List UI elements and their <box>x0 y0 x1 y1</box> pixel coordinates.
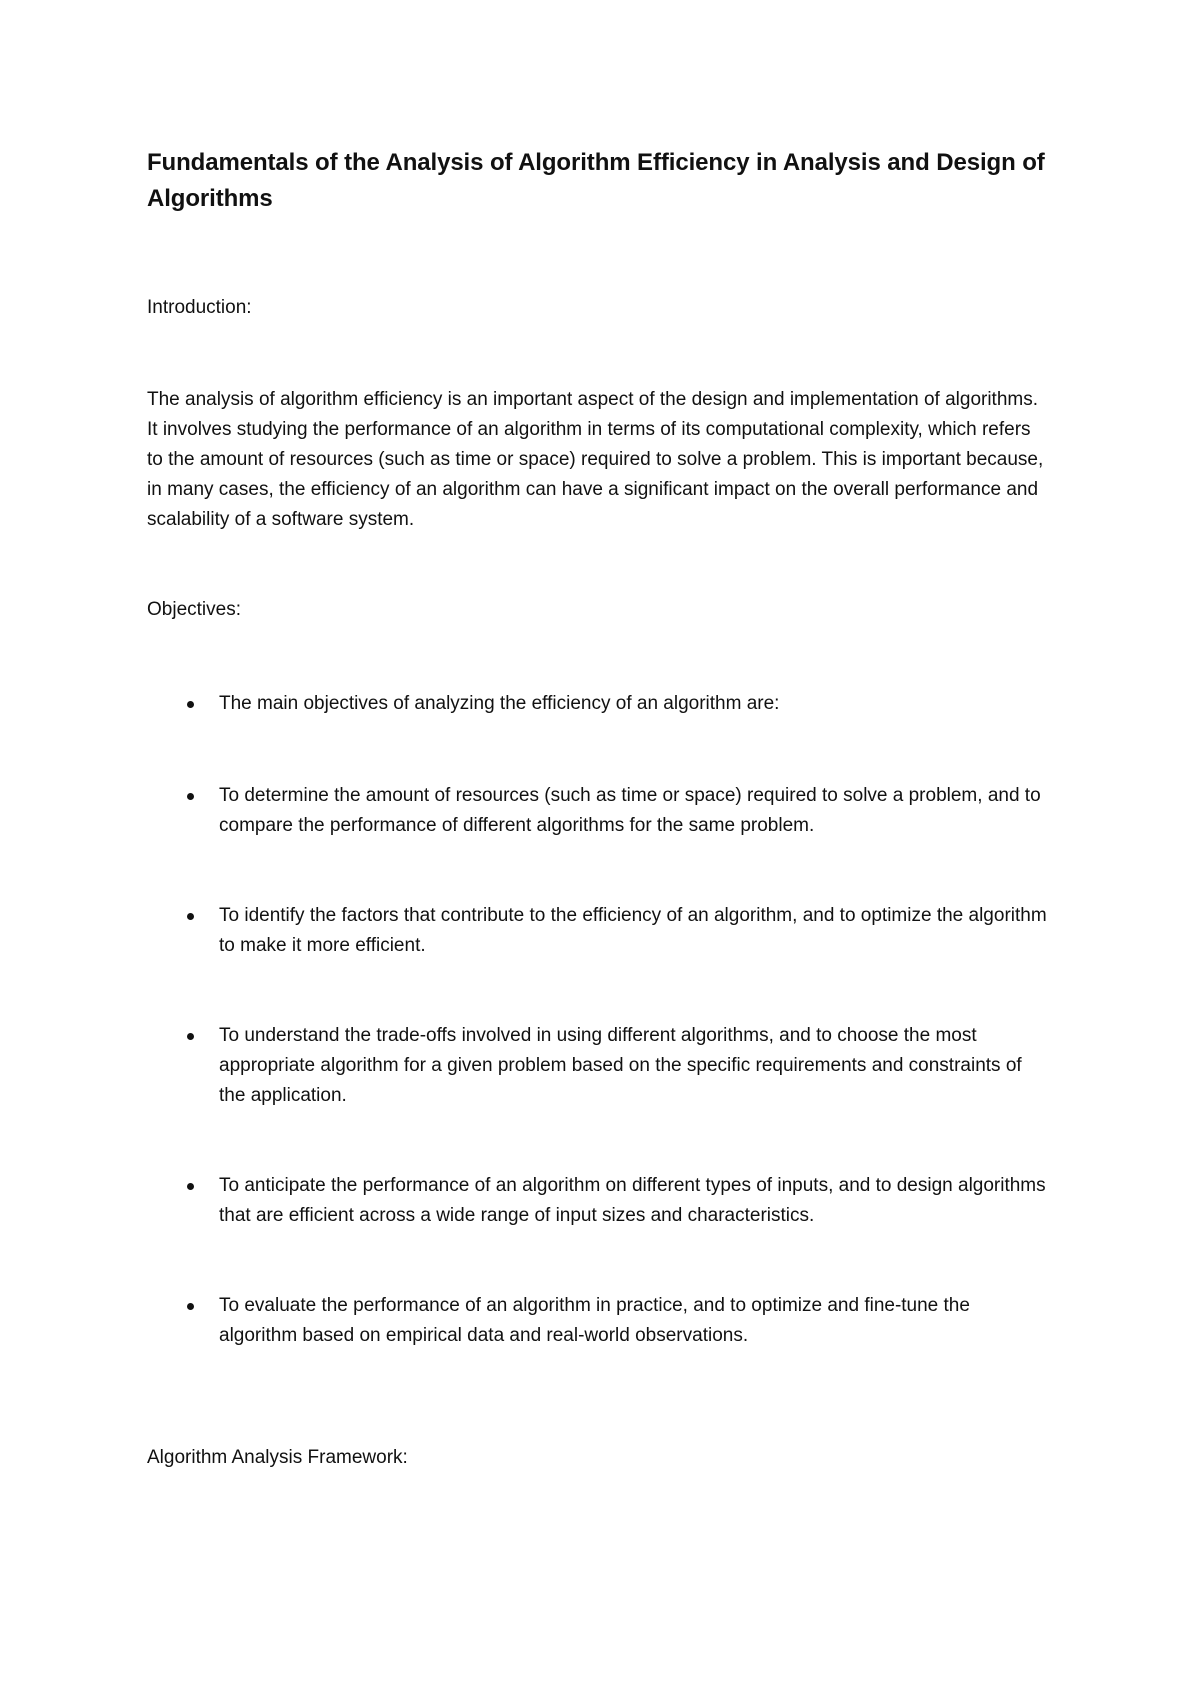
bullet-icon <box>187 1183 194 1190</box>
framework-heading: Algorithm Analysis Framework: <box>147 1447 408 1468</box>
list-item <box>147 1171 1047 1231</box>
list-item <box>147 901 1047 961</box>
bullet-icon <box>187 913 194 920</box>
list-item-text: To identify the factors that contribute to the efficiency of an algorithm, and to optimize the algorithm to make it more efficient. <box>219 905 1047 956</box>
document-content <box>147 145 1047 1473</box>
list-item <box>147 1291 1047 1351</box>
list-item-text: The main objectives of analyzing the efficiency of an algorithm are: <box>219 693 780 714</box>
list-item-text: To understand the trade-offs involved in using different algorithms, and to choose the most appropriate algorithm for a given problem based on the specific requirements and constraints of the application. <box>219 1025 1022 1106</box>
introduction-heading: Introduction: <box>147 297 252 318</box>
list-item <box>147 781 1047 841</box>
objectives-heading: Objectives: <box>147 599 241 620</box>
list-item-text: To determine the amount of resources (such as time or space) required to solve a problem, and to compare the performance of different algorithms for the same problem. <box>219 785 1041 836</box>
bullet-icon <box>187 1033 194 1040</box>
bullet-icon <box>187 1303 194 1310</box>
list-item <box>147 689 1047 719</box>
bullet-icon <box>187 793 194 800</box>
objectives-list <box>147 689 1047 1351</box>
introduction-paragraph: The analysis of algorithm efficiency is an important aspect of the design and implementation of algorithms. It involves studying the performance of an algorithm in terms of its computational complexity, which refers to the amount of resources (such as time or space) required to solve a problem. This is important because, in many cases, the efficiency of an algorithm can have a significant impact on the overall performance and scalability of a software system. <box>147 389 1044 530</box>
list-item <box>147 1021 1047 1111</box>
bullet-icon <box>187 701 194 708</box>
list-item-text: To evaluate the performance of an algorithm in practice, and to optimize and fine-tune the algorithm based on empirical data and real-world observations. <box>219 1295 970 1346</box>
list-item-text: To anticipate the performance of an algorithm on different types of inputs, and to design algorithms that are efficient across a wide range of input sizes and characteristics. <box>219 1175 1046 1226</box>
document-title: Fundamentals of the Analysis of Algorithm Efficiency in Analysis and Design of Algorithms <box>147 149 1045 212</box>
